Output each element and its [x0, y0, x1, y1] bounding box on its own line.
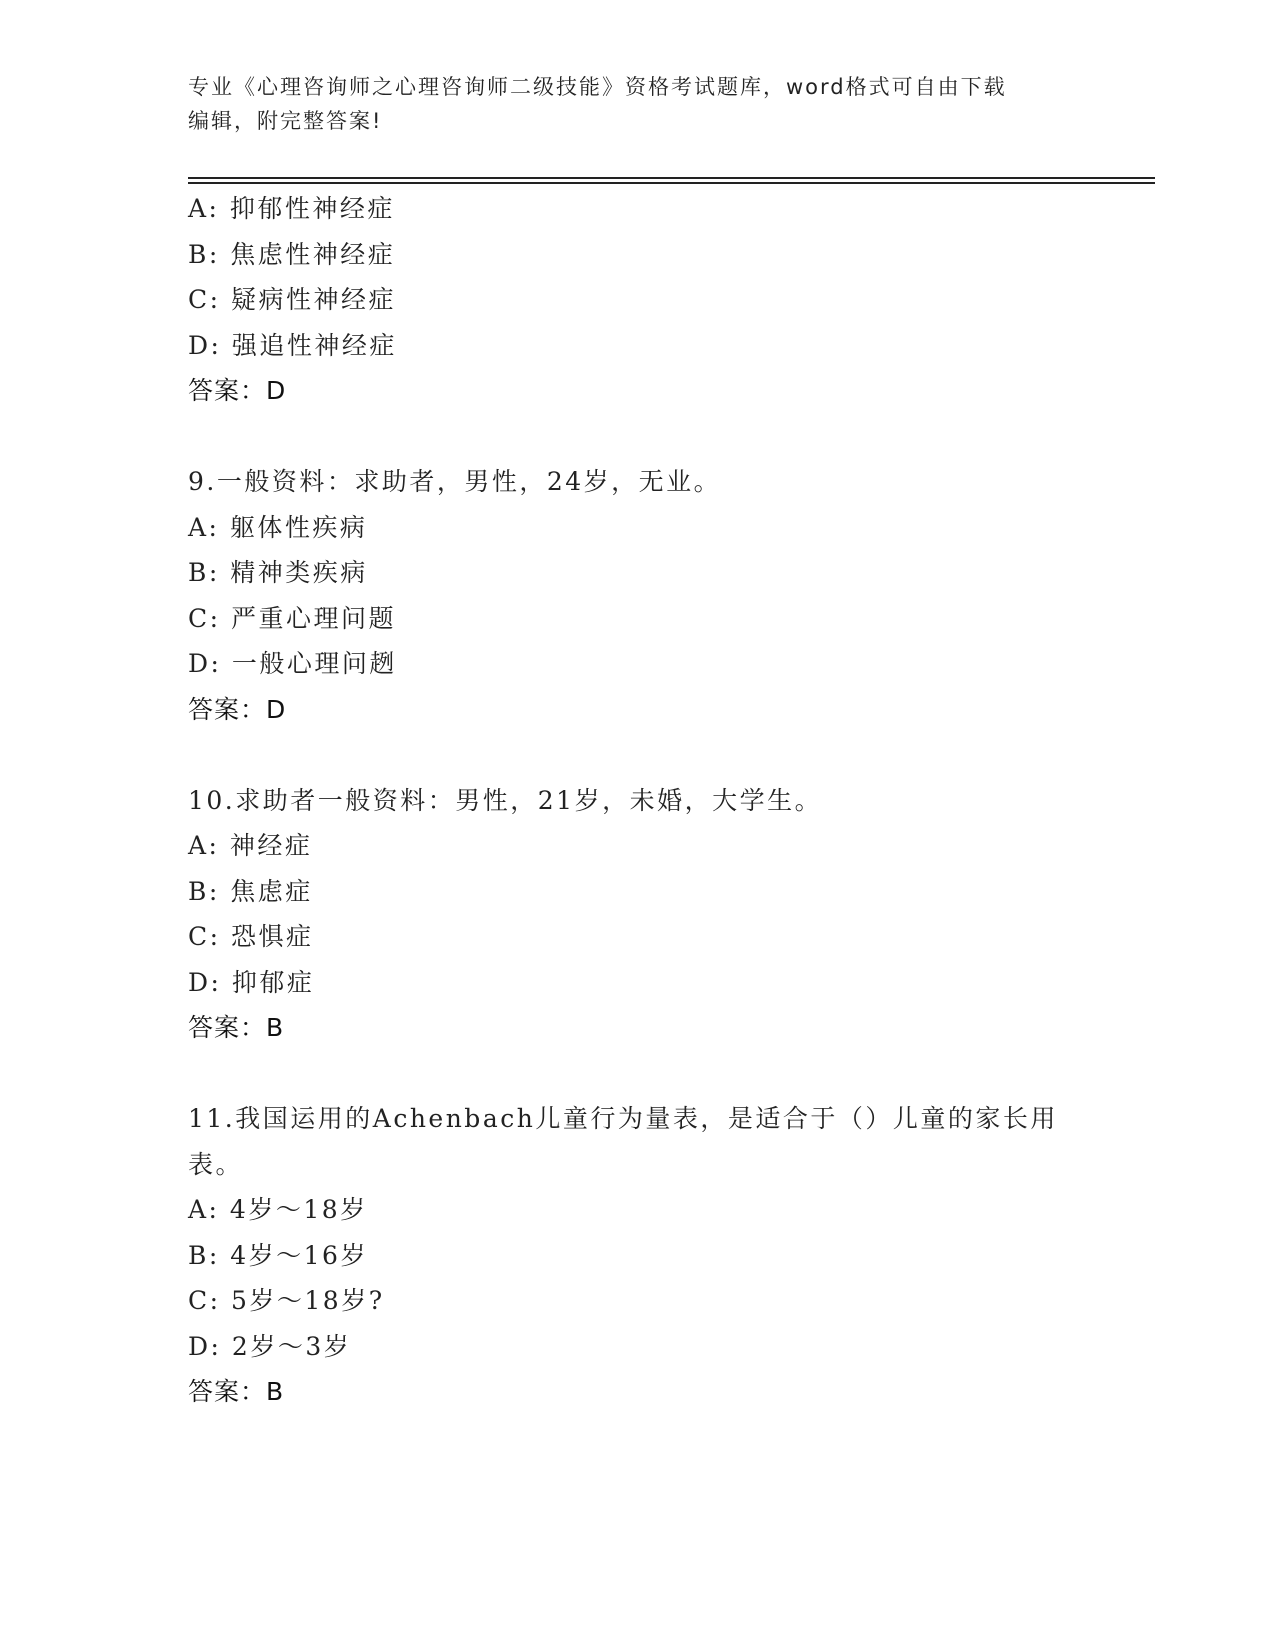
option-b: B: 精神类疾病	[188, 558, 368, 587]
header-line-2: 编辑，附完整答案!	[188, 109, 383, 133]
question-stem: 9.一般资料：求助者，男性，24岁，无业。	[188, 467, 722, 496]
option-c: C: 疑病性神经症	[188, 285, 396, 314]
option-b: B: 焦虑症	[188, 876, 313, 906]
header-divider-bottom	[188, 182, 1155, 184]
option-a: A: 躯体性疾病	[188, 512, 368, 542]
question-list	[188, 186, 1088, 1415]
option-d: D: 2岁～3岁	[188, 1331, 352, 1361]
question-11	[188, 1096, 1088, 1415]
spacer	[188, 414, 1088, 460]
option-a: A: 神经症	[188, 831, 313, 860]
question-stem-line-1: 11.我国运用的Achenbach儿童行为量表，是适合于（）儿童的家长用	[188, 1104, 1058, 1133]
question-stem-line-2: 表。	[188, 1149, 244, 1179]
question-8	[188, 186, 1088, 414]
question-9	[188, 459, 1088, 732]
document-header	[188, 70, 1068, 138]
option-d: D: 抑郁症	[188, 967, 315, 997]
header-line-1: 专业《心理咨询师之心理咨询师二级技能》资格考试题库，word格式可自由下载	[188, 75, 1007, 99]
spacer	[188, 1051, 1088, 1097]
answer: 答案：B	[188, 1013, 285, 1042]
header-divider-top	[188, 177, 1155, 179]
question-10	[188, 778, 1088, 1051]
option-c: C: 恐惧症	[188, 922, 314, 951]
spacer	[188, 732, 1088, 778]
answer: 答案：B	[188, 1377, 285, 1406]
option-d: D: 强追性神经症	[188, 330, 397, 360]
answer: 答案：D	[188, 376, 287, 405]
question-stem: 10.求助者一般资料：男性，21岁，未婚，大学生。	[188, 785, 823, 815]
option-a: A: 抑郁性神经症	[188, 194, 395, 223]
option-b: B: 焦虑性神经症	[188, 239, 396, 269]
option-d: D: 一般心理问趔	[188, 649, 397, 678]
option-a: A: 4岁～18岁	[188, 1195, 368, 1224]
option-c: C: 严重心理问题	[188, 603, 396, 633]
answer: 答案：D	[188, 694, 287, 724]
option-c: C: 5岁～18岁?	[188, 1286, 385, 1315]
option-b: B: 4岁～16岁	[188, 1240, 368, 1270]
